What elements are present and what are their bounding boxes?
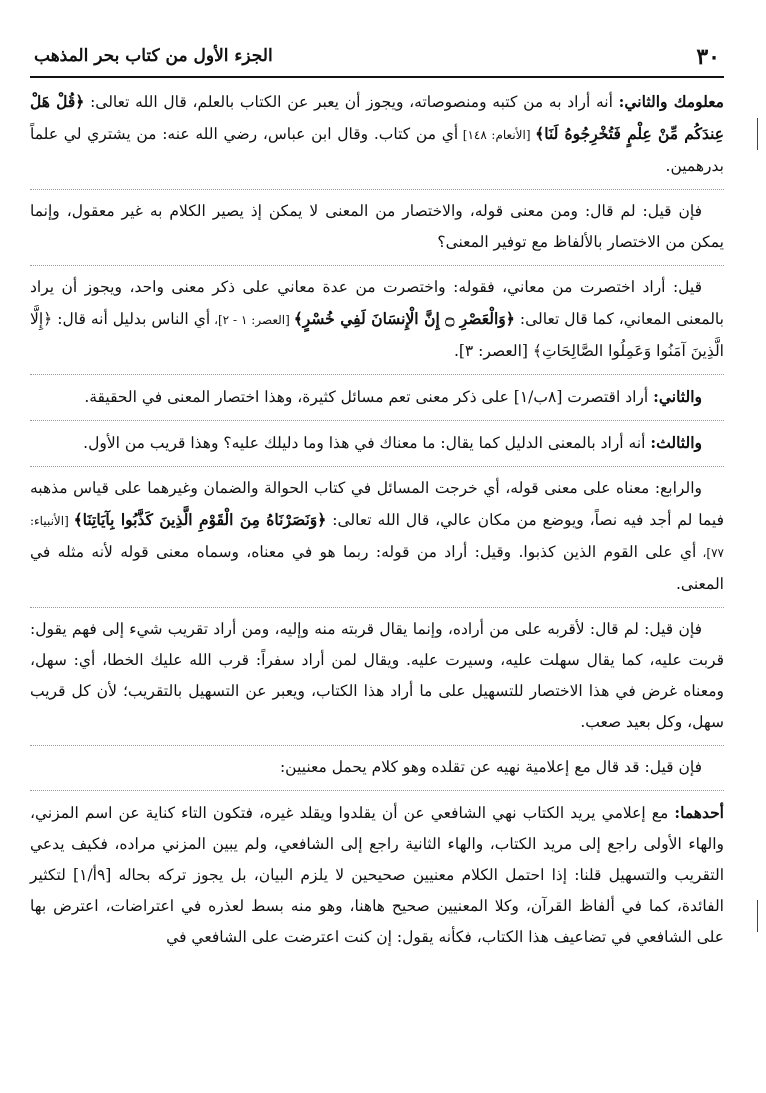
paragraph-text: قيل: أراد اختصرت من معاني، فقوله: واختصرت من عدة معاني على ذكر معنى واحد، ويجوز أن يراد بالمعنى المعاني، كما قال تعالى: xyxy=(30,278,724,328)
running-header xyxy=(30,44,724,78)
margin-mark xyxy=(757,118,758,150)
paragraph-lead: أحدهما: xyxy=(674,803,724,822)
paragraph-lead: والثاني: xyxy=(653,387,702,406)
paragraph-2 xyxy=(30,189,724,265)
paragraph-lead: والثالث: xyxy=(650,433,702,452)
header-rule xyxy=(30,76,724,78)
paragraph-text: أنه أراد به من كتبه ومنصوصاته، ويجوز أن يعبر عن الكتاب بالعلم، قال الله تعالى: xyxy=(84,93,619,111)
paragraph-5 xyxy=(30,420,724,466)
paragraph-text: أراد اقتصرت [٨ب/١] على ذكر معنى تعم مسائل كثيرة، وهذا اختصار المعنى في الحقيقة. xyxy=(84,388,654,406)
quran-verse: ﴿وَالْعَصْرِ ۝ إِنَّ الْإِنسَانَ لَفِي خُسْرٍ﴾ xyxy=(293,309,515,328)
paragraph-7 xyxy=(30,607,724,745)
paragraph-8 xyxy=(30,745,724,790)
verse-reference: [الأنعام: ١٤٨] xyxy=(458,128,536,142)
paragraph-9 xyxy=(30,790,724,960)
text-body xyxy=(30,86,724,960)
paragraph-text: مع إعلامي يريد الكتاب نهي الشافعي عن أن يقلدوا ويقلد غيره، فتكون التاء كناية عن اسم المزني، والهاء الأولى راجع إلى مريد الكتاب، والهاء الثانية راجع إلى الشافعي، ولم يبين المزني مراده، فكيف يدعي التقريب والتسهيل قلنا: إذا احتمل الكلام معنيين صحيحين لا يلزم البيان، بل يجوز تركه بحاله [٩أ/١] لتكثير الفائدة، كما في ألفاظ القرآن، وكلا المعنيين صحيح هاهنا، وهو منه بسط لعذره في اعتراضات، اعترض بها على الشافعي في تضاعيف هذا الكتاب، فكأنه يقول: إن كنت اعترضت على الشافعي في xyxy=(30,804,725,946)
paragraph-6 xyxy=(30,466,724,607)
paragraph-tail: أي على القوم الذين كذبوا. وقيل: أراد من قوله: ربما هو في معناه، وسماه معنى قوله لأنه مثله في المعنى. xyxy=(30,543,724,593)
paragraph-tail: أي الناس بدليل أنه قال: ﴿إِلَّا الَّذِينَ آمَنُوا وَعَمِلُوا الصَّالِحَاتِ﴾ [العصر: ٣]. xyxy=(30,310,724,360)
paragraph-text: أنه أراد بالمعنى الدليل كما يقال: ما معناك في هذا وما دليلك عليه؟ وهذا قريب من الأول. xyxy=(83,434,651,452)
paragraph-1 xyxy=(30,86,724,189)
paragraph-lead: معلومك والثاني: xyxy=(618,92,724,111)
paragraph-text: فإن قيل: قد قال مع إعلامية نهيه عن تقلده وهو كلام يحمل معنيين: xyxy=(279,758,702,776)
paragraph-text: فإن قيل: لم قال: ومن معنى قوله، والاختصار من المعنى لا يمكن إذ يصير الكلام به غير معقول، وإنما يمكن من الاختصار بالألفاظ مع توفير المعنى؟ xyxy=(30,202,724,251)
margin-mark xyxy=(757,900,758,932)
paragraph-3 xyxy=(30,265,724,374)
paragraph-text: والرابع: معناه على معنى قوله، أي خرجت المسائل في كتاب الحوالة والضمان وغيرهما على قياس مذهبه فيما لم أجد فيه نصاً، ويوضع من مكان عالي، قال الله تعالى: xyxy=(30,479,724,529)
paragraph-tail: أي من كتاب. وقال ابن عباس، رضي الله عنه: من يشتري لي علماً بدرهمين. xyxy=(30,125,724,175)
paragraph-text: فإن قيل: لم قال: لأقربه على من أراده، وإنما يقال قربته منه وإليه، ومن أراد تقريب شيء إلى فهم يقول: قربت عليه، كما يقال سهلت عليه، وسيرت عليه. ويقال لمن أراد سفراً: قرب الله عليك الخطا، أي: سهل، ومعناه غرض في هذا الاختصار للتسهيل على ما أراد هذا الكتاب، ويعبر عن التسهيل بالتقريب؛ لأن كل قريب سهل، وكل بعيد صعب. xyxy=(30,620,724,731)
page-number: ٣٠ xyxy=(696,44,720,70)
verse-reference: [الأنبياء: ٧٧]، xyxy=(30,514,724,560)
verse-reference: [العصر: ١ - ٢]، xyxy=(210,313,294,327)
paragraph-4 xyxy=(30,374,724,420)
book-title: الجزء الأول من كتاب بحر المذهب xyxy=(34,46,273,66)
quran-verse: ﴿وَنَصَرْنَاهُ مِنَ الْقَوْمِ الَّذِينَ كَذَّبُوا بِآيَاتِنَا﴾ xyxy=(73,510,327,529)
quran-verse: ﴿قُلْ هَلْ عِندَكُم مِّنْ عِلْمٍ فَتُخْرِجُوهُ لَنَا﴾ xyxy=(30,92,725,143)
